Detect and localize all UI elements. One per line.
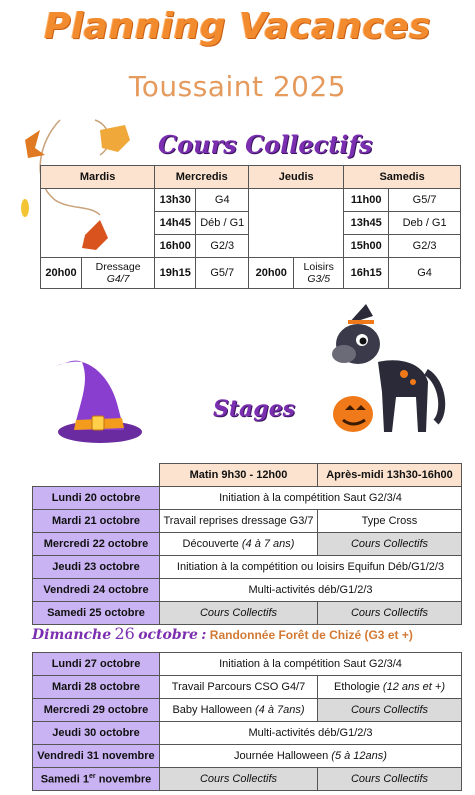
day-label: Jeudi 30 octobre [33,722,160,745]
empty-cell [33,464,160,487]
witch-hat-illustration [52,352,144,447]
activity-full: Initiation à la compétition Saut G2/3/4 [160,653,462,676]
cc-group: G2/3 [389,235,461,258]
day-label: Mercredi 29 octobre [33,699,160,722]
activity-afternoon: Ethologie (12 ans et +) [318,676,462,699]
sunday-rando: Dimanche 26 octobre : Randonnée Forêt de Chizé (G3 et +) [32,624,413,643]
cours-collectifs-table [40,165,461,289]
stages-table-week1 [32,463,462,625]
activity-morning: Travail reprises dressage G3/7 [160,510,318,533]
cc-group: Déb / G1 [196,212,249,235]
cc-group: G5/7 [389,189,461,212]
activity-afternoon: Type Cross [318,510,462,533]
cc-dressage: Dressage G4/7 [82,258,155,289]
cc-time: 13h30 [155,189,196,212]
cc-time: 14h45 [155,212,196,235]
day-label: Mardi 21 octobre [33,510,160,533]
cc-group: G4 [389,258,461,289]
cours-collectifs-title: Cours Collectifs [158,130,373,159]
activity-morning: Découverte (4 à 7 ans) [160,533,318,556]
empty-cell [249,189,344,258]
activity-morning: Travail Parcours CSO G4/7 [160,676,318,699]
cc-time: 16h00 [155,235,196,258]
empty-cell [41,189,155,258]
day-label: Samedi 1er novembre [33,768,160,791]
activity-full: Multi-activités déb/G1/2/3 [160,579,462,602]
cc-loisirs: Loisirs G3/5 [294,258,344,289]
col-samedis: Samedis [344,166,461,189]
cc-time: 20h00 [41,258,82,289]
page-subtitle: Toussaint 2025 [128,70,347,103]
cc-group: G2/3 [196,235,249,258]
activity-full: Initiation à la compétition ou loisirs Equifun Déb/G1/2/3 [160,556,462,579]
activity-afternoon: Cours Collectifs [318,768,462,791]
stages-title: Stages [213,396,296,422]
col-mercredis: Mercredis [155,166,249,189]
activity-full: Initiation à la compétition Saut G2/3/4 [160,487,462,510]
activity-afternoon: Cours Collectifs [318,699,462,722]
day-label: Jeudi 23 octobre [33,556,160,579]
cc-time: 13h45 [344,212,389,235]
day-label: Lundi 20 octobre [33,487,160,510]
cc-group: G5/7 [196,258,249,289]
col-afternoon: Après-midi 13h30-16h00 [318,464,462,487]
cc-time: 16h15 [344,258,389,289]
cc-time: 15h00 [344,235,389,258]
cc-group: Deb / G1 [389,212,461,235]
cc-time: 11h00 [344,189,389,212]
col-morning: Matin 9h30 - 12h00 [160,464,318,487]
col-mardis: Mardis [41,166,155,189]
activity-full: Multi-activités déb/G1/2/3 [160,722,462,745]
day-label: Vendredi 31 novembre [33,745,160,768]
cc-time: 20h00 [249,258,294,289]
cc-time: 19h15 [155,258,196,289]
day-label: Lundi 27 octobre [33,653,160,676]
day-label: Samedi 25 octobre [33,602,160,625]
activity-morning: Baby Halloween (4 à 7ans) [160,699,318,722]
day-label: Mardi 28 octobre [33,676,160,699]
activity-morning: Cours Collectifs [160,602,318,625]
day-label: Vendredi 24 octobre [33,579,160,602]
halloween-pony-illustration [318,302,448,442]
activity-morning: Cours Collectifs [160,768,318,791]
page-title: Planning Vacances [44,6,431,47]
activity-afternoon: Cours Collectifs [318,602,462,625]
col-jeudis: Jeudis [249,166,344,189]
day-label: Mercredi 22 octobre [33,533,160,556]
activity-full: Journée Halloween (5 à 12ans) [160,745,462,768]
cc-group: G4 [196,189,249,212]
activity-afternoon: Cours Collectifs [318,533,462,556]
stages-table-week2 [32,652,462,791]
